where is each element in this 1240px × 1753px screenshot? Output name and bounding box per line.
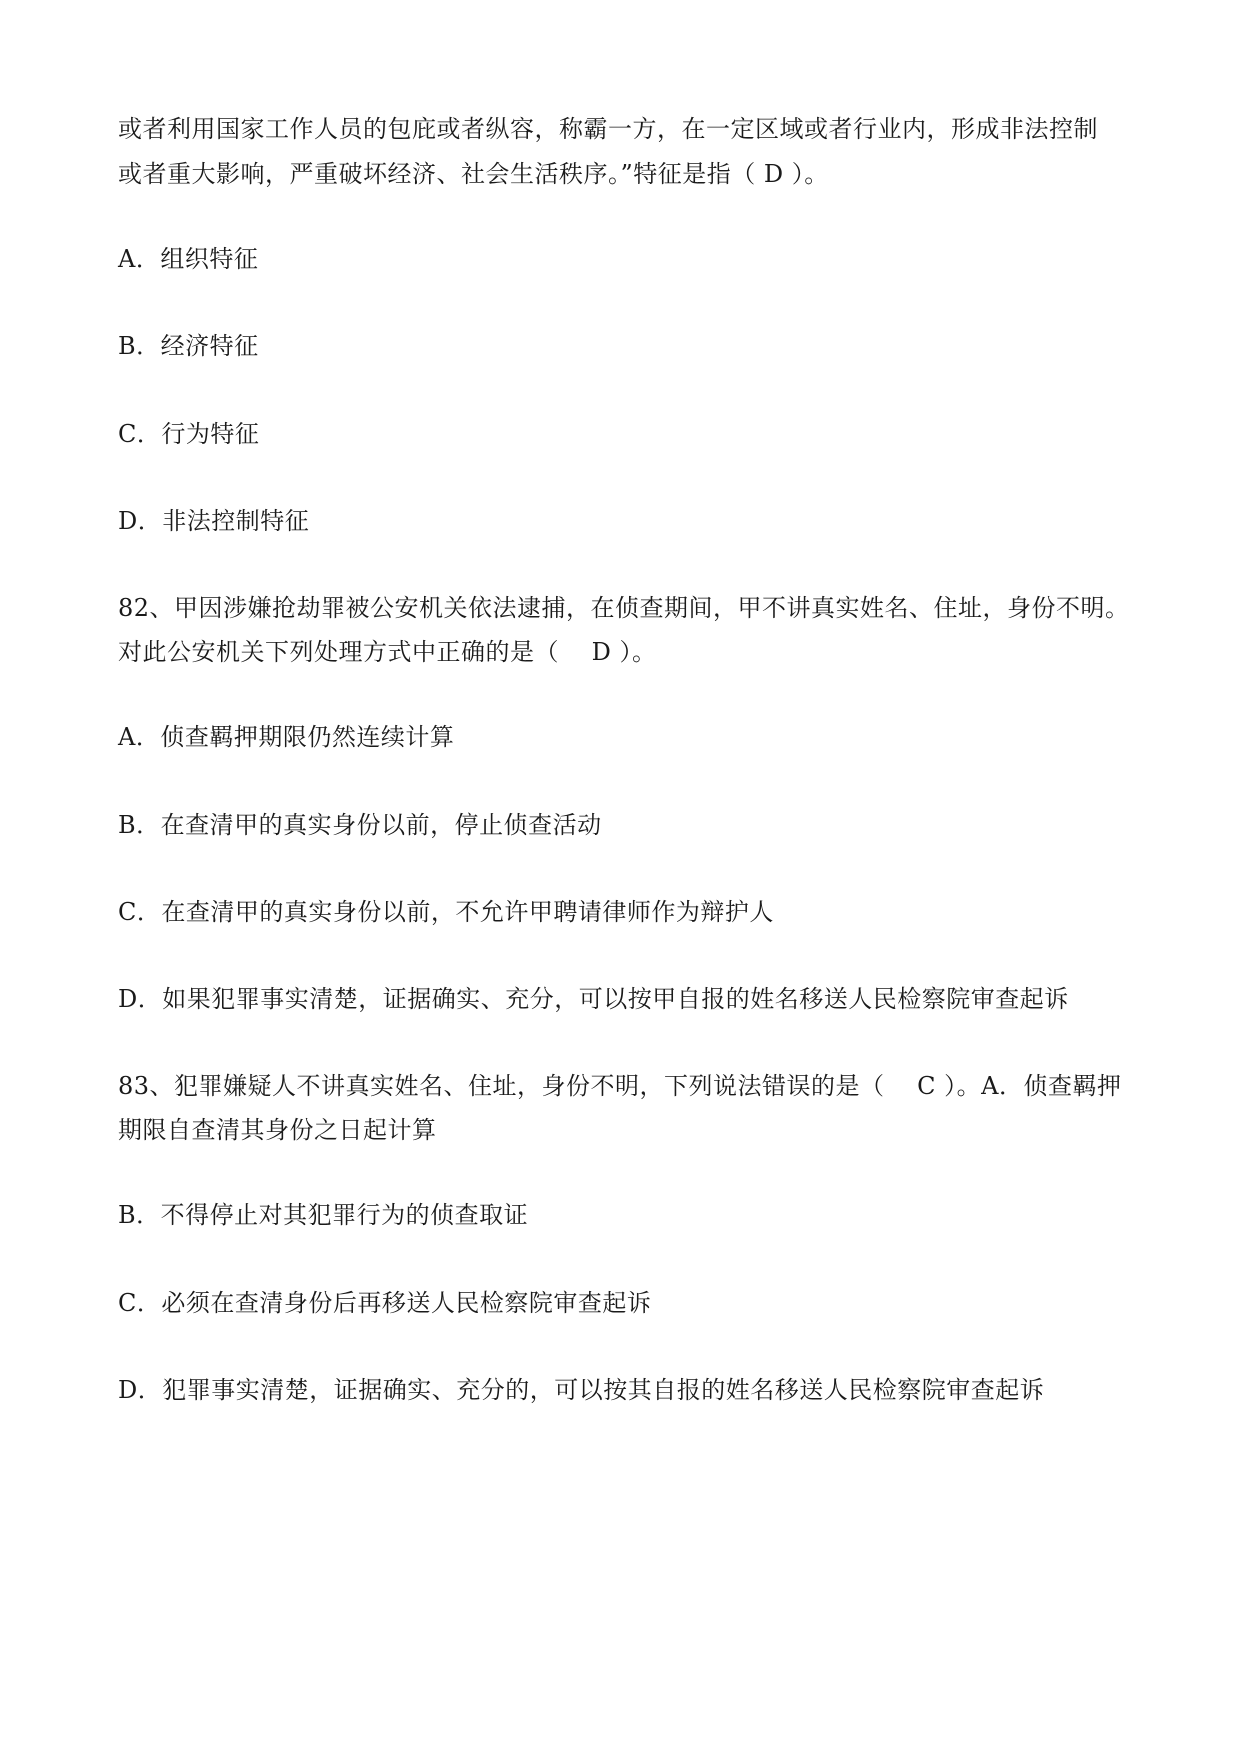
q83-stem-line-2: 期限自查清其身份之日起计算: [118, 1116, 437, 1144]
q82-stem-line-2: 对此公安机关下列处理方式中正确的是（ D ）。: [118, 638, 657, 666]
q81-option-a: A．组织特征: [118, 245, 259, 273]
q83-option-c: C．必须在查清身份后再移送人民检察院审查起诉: [118, 1289, 652, 1317]
q83-option-b: B．不得停止对其犯罪行为的侦查取证: [118, 1201, 529, 1229]
q82-option-c: C．在查清甲的真实身份以前，不允许甲聘请律师作为辩护人: [118, 898, 774, 926]
q82-option-b: B．在查清甲的真实身份以前，停止侦查活动: [118, 811, 602, 839]
q81-stem-line-1: 或者利用国家工作人员的包庇或者纵容，称霸一方，在一定区域或者行业内，形成非法控制: [118, 115, 1098, 143]
q83-stem-line-1: 83、犯罪嫌疑人不讲真实姓名、住址，身份不明，下列说法错误的是（ C ）。A．侦查羁押: [118, 1072, 1122, 1100]
q82-option-d: D．如果犯罪事实清楚，证据确实、充分，可以按甲自报的姓名移送人民检察院审查起诉: [118, 985, 1069, 1013]
q83-option-d: D．犯罪事实清楚，证据确实、充分的，可以按其自报的姓名移送人民检察院审查起诉: [118, 1376, 1045, 1404]
q81-option-d: D．非法控制特征: [118, 507, 310, 535]
q82-option-a: A．侦查羁押期限仍然连续计算: [118, 723, 455, 751]
q81-option-c: C．行为特征: [118, 420, 260, 448]
q81-stem-line-2: 或者重大影响，严重破坏经济、社会生活秩序。”特征是指（ D ）。: [118, 160, 829, 188]
q81-option-b: B．经济特征: [118, 332, 259, 360]
q82-stem-line-1: 82、甲因涉嫌抢劫罪被公安机关依法逮捕，在侦查期间，甲不讲真实姓名、住址，身份不明。: [118, 594, 1130, 622]
